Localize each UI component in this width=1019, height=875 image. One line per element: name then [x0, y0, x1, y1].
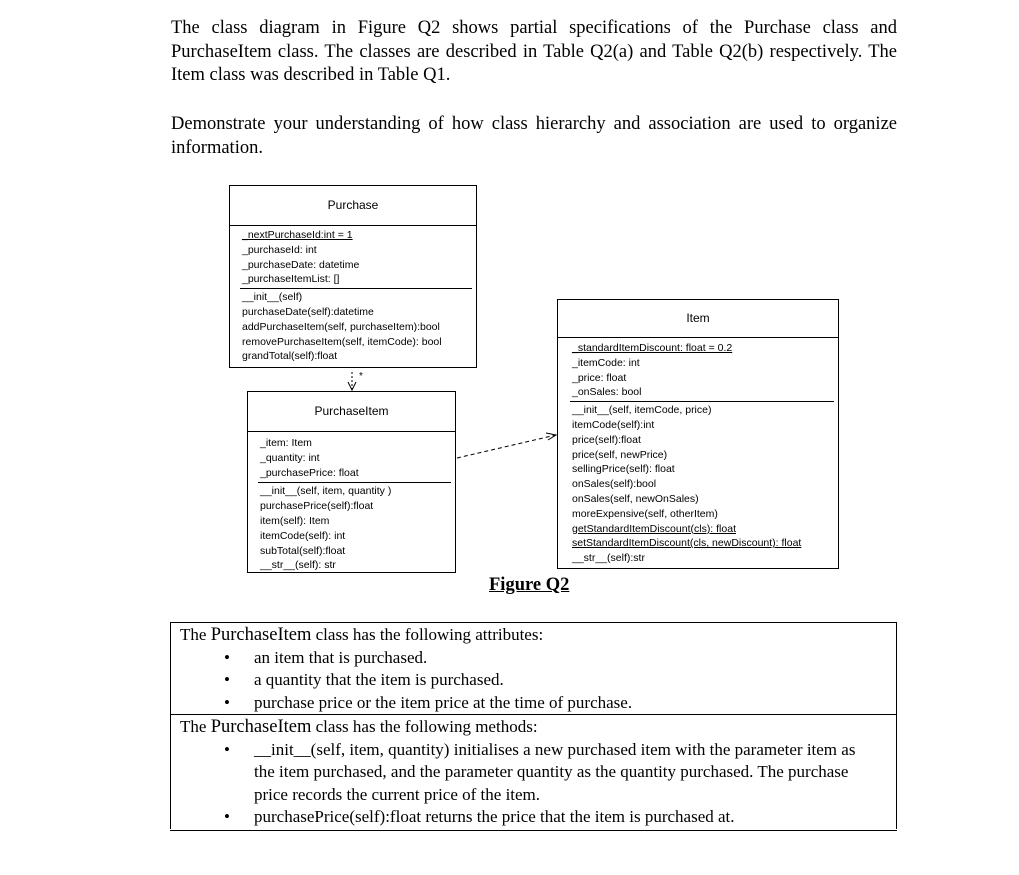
- bullet-icon: •: [224, 692, 230, 712]
- intro-class-name: PurchaseItem: [210, 625, 312, 645]
- methods-cell: [171, 714, 896, 829]
- attributes-list: [180, 647, 888, 715]
- purchase-item-operations: [248, 483, 455, 573]
- purchase-item-operation: __init__(self, item, quantity ): [260, 485, 392, 498]
- purchase-item-class-box: [247, 391, 456, 573]
- table-bottom-rule: [170, 830, 897, 831]
- item-operation: onSales(self, newOnSales): [572, 492, 699, 505]
- purchase-operations: [230, 289, 476, 364]
- item-operation: price(self, newPrice): [572, 448, 668, 461]
- purchase-operation: purchaseDate(self):datetime: [242, 305, 374, 318]
- figure-caption: Figure Q2: [489, 575, 570, 595]
- purchase-attribute: _purchaseItemList: []: [242, 273, 340, 286]
- bullet-icon: •: [224, 647, 230, 667]
- attributes-cell: [171, 623, 896, 714]
- bullet-icon: •: [224, 807, 230, 826]
- purchase-attributes: [240, 226, 472, 289]
- purchase-operation: removePurchaseItem(self, itemCode): bool: [242, 335, 442, 348]
- item-static-operation: getStandardItemDiscount(cls): float: [572, 522, 736, 535]
- purchase-item-operation: purchasePrice(self):float: [260, 500, 374, 513]
- list-item: [180, 647, 888, 670]
- item-operation: itemCode(self):int: [572, 418, 655, 431]
- purchase-operation: grandTotal(self):float: [242, 350, 338, 363]
- purchase-item-class-name: PurchaseItem: [248, 392, 455, 432]
- description-table: [170, 622, 897, 829]
- item-class-box: [557, 299, 839, 569]
- bullet-icon: •: [224, 670, 230, 689]
- intro-text: The: [180, 717, 211, 736]
- item-attribute: _itemCode: int: [572, 356, 640, 369]
- list-item-text: purchasePrice(self):float returns the price that the item is purchased at.: [254, 807, 735, 826]
- list-item: [180, 739, 888, 807]
- purchase-item-operation: item(self): Item: [260, 514, 330, 527]
- purchase-item-operation: subTotal(self):float: [260, 544, 346, 557]
- purchase-operation: __init__(self): [242, 291, 303, 304]
- purchase-class-name: Purchase: [230, 186, 476, 226]
- list-item-text: __init__(self, item, quantity) initialises a new purchased item with the parameter item as the item purchased, and the parameter quantity as the quantity purchased. The purchase price records the current price of the item.: [254, 739, 856, 804]
- bullet-icon: •: [224, 739, 230, 759]
- intro-text: The: [180, 625, 211, 644]
- composition-multiplicity: *: [359, 371, 363, 382]
- purchase-operation: addPurchaseItem(self, purchaseItem):bool: [242, 320, 440, 333]
- methods-list: [180, 739, 888, 829]
- item-operation: price(self):float: [572, 433, 641, 446]
- item-operation: __init__(self, itemCode, price): [572, 404, 712, 417]
- purchase-static-attribute: _nextPurchaseId:int = 1: [242, 229, 353, 241]
- purchase-item-operation: itemCode(self): int: [260, 529, 346, 542]
- intro-class-name: PurchaseItem: [210, 717, 312, 737]
- purchase-class-box: [229, 185, 477, 368]
- item-operation: onSales(self):bool: [572, 478, 657, 491]
- intro-text: class has the following attributes:: [311, 625, 544, 644]
- purchase-item-operation: __str__(self): str: [260, 559, 336, 572]
- list-item-text: purchase price or the item price at the time of purchase.: [254, 692, 633, 712]
- item-attribute: _onSales: bool: [572, 386, 642, 399]
- purchase-attribute: _purchaseId: int: [242, 243, 317, 256]
- list-item: [180, 692, 888, 715]
- list-item-text: a quantity that the item is purchased.: [254, 670, 504, 689]
- item-attributes: [570, 338, 834, 402]
- item-operation: moreExpensive(self, otherItem): [572, 507, 718, 520]
- item-static-attribute: _standardItemDiscount: float = 0.2: [572, 342, 733, 354]
- intro-text: class has the following methods:: [311, 717, 538, 736]
- purchase-attribute: _purchaseDate: datetime: [242, 258, 360, 271]
- question-paragraph-1: The class diagram in Figure Q2 shows partial specifications of the Purchase class and PurchaseItem class. The classes are described in Table Q2(a) and Table Q2(b) respectively. The Item class was described in Table Q1.: [171, 18, 897, 85]
- attributes-intro: [180, 624, 888, 647]
- list-item: [180, 806, 888, 829]
- list-item: [180, 669, 888, 692]
- item-operation: sellingPrice(self): float: [572, 463, 675, 476]
- methods-intro: [180, 716, 888, 739]
- composition-arrow: [348, 372, 356, 390]
- list-item-text: an item that is purchased.: [254, 647, 428, 667]
- item-operation: __str__(self):str: [572, 552, 645, 565]
- purchase-item-attribute: _item: Item: [260, 437, 312, 449]
- purchase-item-attribute: _purchasePrice: float: [260, 466, 359, 479]
- item-operations: [558, 402, 838, 566]
- item-attribute: _price: float: [572, 371, 627, 384]
- question-paragraph-2: Demonstrate your understanding of how class hierarchy and association are used to organize information.: [171, 114, 897, 158]
- purchase-item-attributes: [258, 434, 451, 483]
- item-static-operation: setStandardItemDiscount(cls, newDiscount): float: [572, 537, 802, 550]
- dependency-arrow: [457, 433, 556, 458]
- purchase-item-attribute: _quantity: int: [260, 451, 320, 464]
- item-class-name: Item: [558, 300, 838, 338]
